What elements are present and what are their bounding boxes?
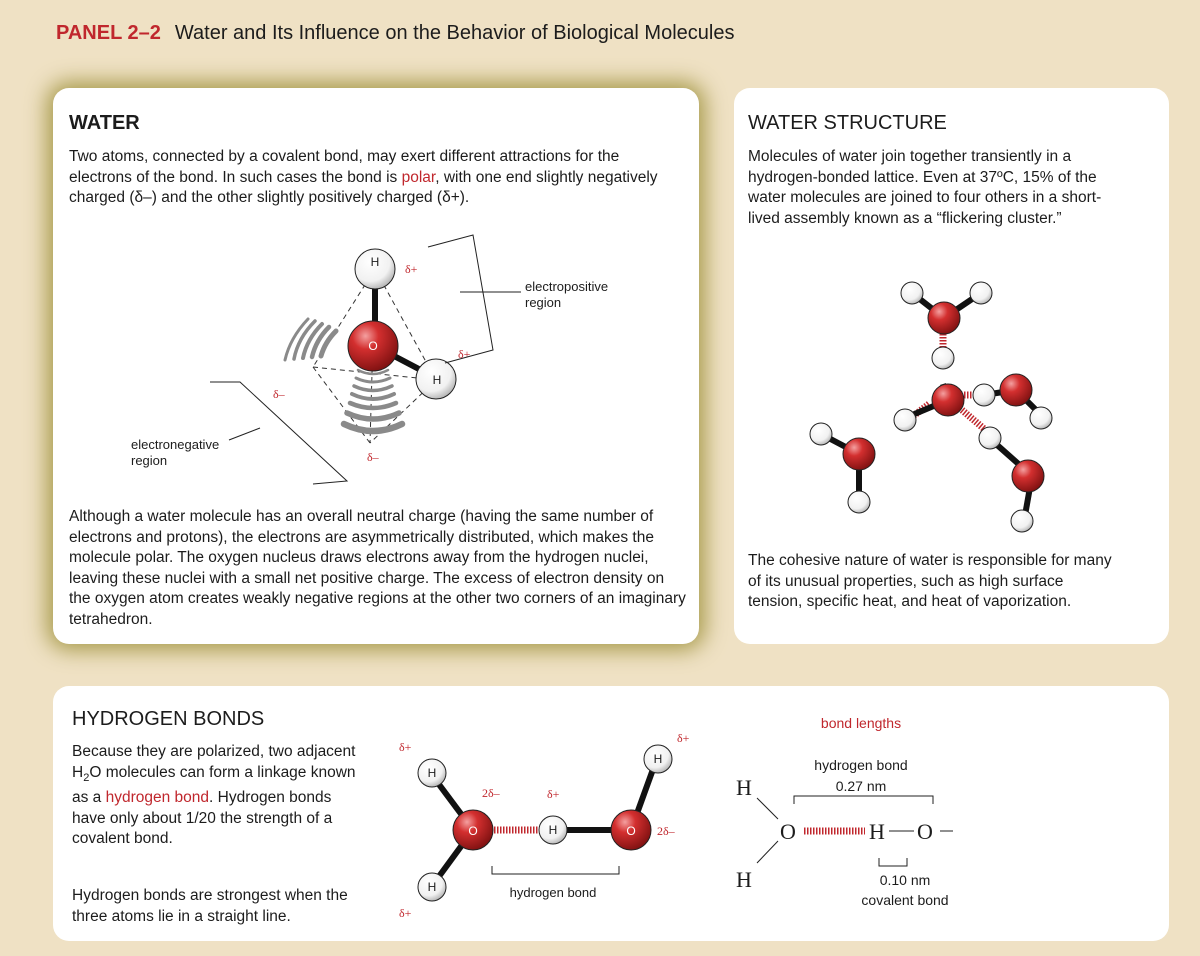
bl-o-right: O: [917, 819, 933, 844]
hydrogen-bond-term: hydrogen bond: [105, 789, 210, 807]
covalent-length-value: 0.10 nm: [879, 872, 931, 888]
hb-text-a: Because they are polarized, two adjacent H: [72, 743, 356, 781]
hb-delta-plus-2: δ+: [399, 906, 412, 920]
hydrogen-bonds-heading: HYDROGEN BONDS: [72, 708, 265, 730]
covalent-length-bracket: [879, 858, 907, 866]
water-structure-section: [734, 88, 1169, 644]
electron-cloud-left: [285, 319, 336, 360]
water-intro-text: Two atoms, connected by a covalent bond, may exert different attractions for the electrons of the bond. In such cases the bond is: [69, 148, 620, 186]
bl-h-middle: H: [869, 819, 885, 844]
hydrogen-bonds-text-2: Hydrogen bonds are strongest when the three atoms lie in a straight line.: [72, 887, 348, 925]
electropositive-label: electropositive: [525, 279, 609, 294]
bl-h-upper: H: [736, 775, 752, 800]
water-body: Although a water molecule has an overall neutral charge (having the same number of electrons and protons), the electrons are asymmetrically distributed, which makes the molecule polar. The oxygen nucleus draws electrons away from the hydrogen nuclei, leaving these nuclei with a small net positive charge. The excess of electron density on the oxygen atom creates weakly negative regions at the other two corners of an imaginary tetrahedron.: [69, 508, 686, 628]
h-label-bridge: H: [548, 823, 558, 837]
h-label-lower-left: H: [427, 880, 437, 894]
panel-heading: Water and Its Influence on the Behavior of Biological Molecules: [174, 22, 735, 44]
delta-minus-bottom: δ–: [367, 450, 379, 464]
water-structure-heading: WATER STRUCTURE: [748, 112, 947, 134]
h-label-right: H: [432, 373, 442, 387]
covalent-length-label: covalent bond: [861, 892, 949, 908]
o-label-right: O: [626, 824, 636, 838]
hb-bracket: [492, 866, 619, 874]
hb-delta-plus-3: δ+: [547, 787, 560, 801]
bond-lengths-title: bond lengths: [820, 715, 902, 731]
polar-term: polar: [401, 168, 436, 186]
bl-bond-lower: [757, 841, 778, 863]
panel-number: PANEL 2–2: [56, 22, 161, 44]
hb-text-b: O molecules can form a linkage known as a: [72, 763, 356, 807]
hb-text-sub: 2: [83, 771, 90, 784]
o-label-left: O: [468, 824, 478, 838]
delta-plus-top: δ+: [405, 262, 418, 276]
panel-title: [56, 22, 734, 45]
hbond-length-value: 0.27 nm: [835, 778, 887, 794]
electropositive-bracket: [428, 235, 493, 363]
water-heading: WATER: [69, 112, 140, 134]
hydrogen-bond-diagram: [53, 686, 1169, 941]
hydrogen-bonds-section: [53, 686, 1169, 941]
water-structure-body: The cohesive nature of water is responsible for many of its unusual properties, such as high surface tension, specific heat, and heat of vaporization.: [748, 552, 1112, 610]
hb-two-delta-minus-1: 2δ–: [482, 786, 500, 800]
hb-bracket-label: hydrogen bond: [509, 885, 597, 900]
delta-plus-right: δ+: [458, 347, 471, 361]
water-section: [53, 88, 699, 644]
electropositive-label-2: region: [525, 295, 562, 310]
hb-text-c: . Hydrogen bonds have only about 1/20 the strength of a covalent bond.: [72, 789, 333, 848]
delta-minus-left: δ–: [273, 387, 285, 401]
h-label-upper-left: H: [427, 766, 437, 780]
electronegative-label: electronegative: [131, 437, 220, 452]
o-label: O: [368, 339, 378, 353]
electronegative-leader: [229, 428, 260, 440]
cluster-hydrogen-bonds: [912, 331, 989, 433]
hb-delta-plus-4: δ+: [677, 731, 690, 745]
bl-o-left: O: [780, 819, 796, 844]
water-structure-intro: Molecules of water join together transiently in a hydrogen-bonded lattice. Even at 37ºC, 15% of the water molecules are joined to four others in a short-lived assembly known as a “flickering cluster.”: [748, 148, 1102, 227]
hbond-length-label: hydrogen bond: [814, 757, 908, 773]
hbond-length-bracket: [794, 796, 933, 804]
hb-delta-plus-1: δ+: [399, 740, 412, 754]
bl-bond-upper: [757, 798, 778, 819]
h-label-top: H: [370, 255, 380, 269]
h-label-upper-right: H: [653, 752, 663, 766]
water-intro-text-end: , with one end slightly negatively charged (δ–) and the other slightly positively charged (δ+).: [69, 168, 658, 206]
bl-h-lower: H: [736, 867, 752, 892]
electron-cloud-bottom: [344, 370, 402, 431]
electronegative-label-2: region: [131, 453, 168, 468]
hb-two-delta-minus-2: 2δ–: [657, 824, 675, 838]
